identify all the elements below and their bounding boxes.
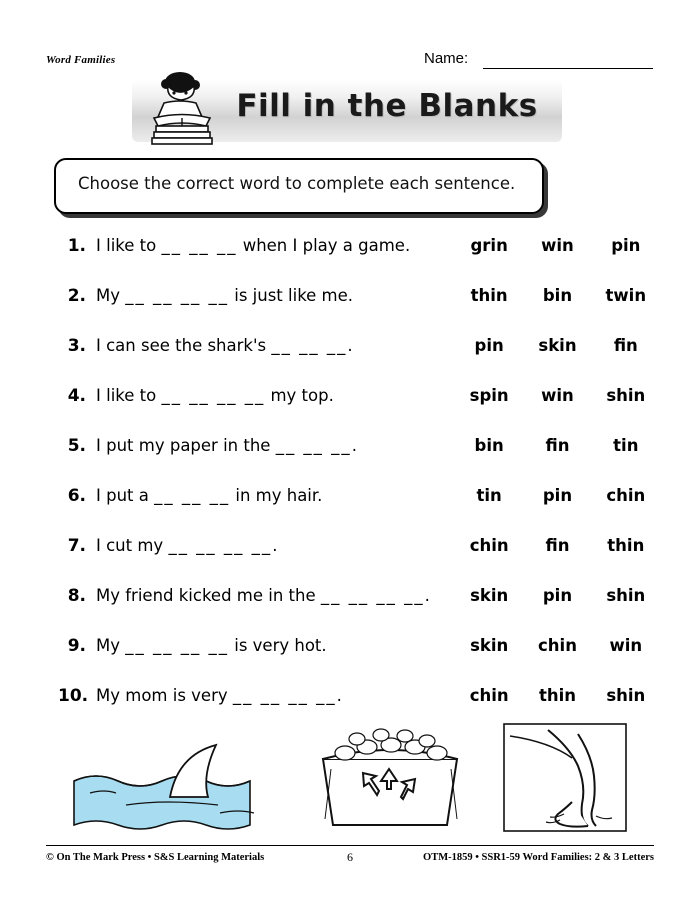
question-text-after: . (424, 586, 430, 605)
question-number: 8. (67, 586, 86, 606)
choice-option[interactable]: skin (538, 336, 577, 355)
question-text (96, 236, 410, 255)
question-number: 5. (67, 436, 86, 456)
choice-option[interactable]: bin (542, 286, 573, 305)
page-title: Fill in the Blanks (236, 88, 538, 124)
choice-option[interactable]: chin (469, 686, 509, 705)
question-row (0, 480, 700, 530)
question-text-after: . (347, 336, 353, 355)
choice-group (455, 386, 660, 405)
answer-blank[interactable]: __ __ __ __ (320, 586, 425, 605)
choice-group (455, 636, 660, 655)
question-row (0, 430, 700, 480)
question-text-before: I put my paper in the (96, 436, 276, 455)
choice-option[interactable]: tin (613, 436, 639, 455)
choice-option[interactable]: win (541, 236, 574, 255)
question-text-before: I put a (96, 486, 155, 505)
choice-group (455, 536, 660, 555)
question-text (96, 586, 430, 605)
answer-blank[interactable]: __ __ __ __ (125, 286, 229, 305)
question-text (96, 636, 327, 655)
answer-blank[interactable]: __ __ __ __ (125, 636, 229, 655)
question-row (0, 580, 700, 630)
choice-option[interactable]: shin (606, 586, 646, 605)
recycling-bin-illustration (305, 725, 475, 835)
choice-option[interactable]: grin (470, 236, 508, 255)
instruction-text: Choose the correct word to complete each sentence. (78, 174, 516, 193)
choice-option[interactable]: spin (469, 386, 509, 405)
question-number: 6. (67, 486, 86, 506)
question-text-after: in my hair. (230, 486, 323, 505)
name-label: Name: (424, 50, 469, 67)
question-text (96, 336, 353, 355)
page-number: 6 (347, 850, 353, 864)
choice-option[interactable]: skin (470, 636, 509, 655)
choice-option[interactable]: tin (476, 486, 502, 505)
question-row (0, 280, 700, 330)
question-text-after: . (272, 536, 278, 555)
question-text-after: is just like me. (229, 286, 354, 305)
question-text-before: I like to (96, 236, 162, 255)
instruction-box (54, 158, 544, 214)
question-row (0, 230, 700, 280)
question-text-before: My mom is very (96, 686, 233, 705)
question-row (0, 630, 700, 680)
question-list (0, 230, 700, 730)
question-text-before: I cut my (96, 536, 169, 555)
question-text-after: . (336, 686, 342, 705)
choice-group (455, 436, 660, 455)
question-text-after: when I play a game. (237, 236, 411, 255)
question-number: 3. (67, 336, 86, 356)
choice-option[interactable]: thin (607, 536, 645, 555)
choice-group (455, 286, 660, 305)
choice-group (455, 586, 660, 605)
choice-group (455, 486, 660, 505)
question-text-before: My (96, 286, 126, 305)
name-write-line[interactable] (483, 68, 653, 69)
question-text-after: . (351, 436, 357, 455)
answer-blank[interactable]: __ __ __ (154, 486, 231, 505)
choice-option[interactable]: thin (470, 286, 508, 305)
choice-option[interactable]: skin (470, 586, 509, 605)
leg-shin-illustration (500, 720, 630, 835)
choice-group (455, 236, 660, 255)
answer-blank[interactable]: __ __ __ (161, 236, 238, 255)
question-text (96, 536, 277, 555)
choice-option[interactable]: pin (611, 236, 641, 255)
choice-option[interactable]: chin (469, 536, 509, 555)
choice-option[interactable]: pin (542, 486, 573, 505)
choice-option[interactable]: win (541, 386, 574, 405)
answer-blank[interactable]: __ __ __ __ (168, 536, 273, 555)
choice-option[interactable]: thin (538, 686, 577, 705)
question-number: 2. (67, 286, 86, 306)
shark-fin-illustration (70, 735, 275, 835)
question-row (0, 330, 700, 380)
question-text-after: my top. (265, 386, 334, 405)
choice-option[interactable]: pin (542, 586, 573, 605)
choice-option[interactable]: chin (606, 486, 646, 505)
answer-blank[interactable]: __ __ __ __ (232, 686, 337, 705)
question-text (96, 686, 342, 705)
answer-blank[interactable]: __ __ __ (271, 336, 348, 355)
choice-group (455, 336, 660, 355)
footer-copyright: © On The Mark Press • S&S Learning Materials (46, 852, 265, 863)
question-text (96, 436, 357, 455)
question-text-after: is very hot. (229, 636, 327, 655)
question-number: 7. (67, 536, 86, 556)
footer-divider (46, 845, 654, 846)
choice-option[interactable]: shin (606, 386, 646, 405)
question-number: 9. (67, 636, 86, 656)
question-text (96, 286, 353, 305)
question-text (96, 386, 334, 405)
choice-option[interactable]: fin (545, 536, 570, 555)
question-row (0, 380, 700, 430)
answer-blank[interactable]: __ __ __ (275, 436, 352, 455)
question-number: 4. (67, 386, 86, 406)
choice-option[interactable]: fin (545, 436, 570, 455)
choice-option[interactable]: shin (606, 686, 646, 705)
choice-option[interactable]: win (609, 636, 643, 655)
answer-blank[interactable]: __ __ __ __ (161, 386, 266, 405)
question-text-before: I like to (96, 386, 162, 405)
choice-option[interactable]: bin (474, 436, 504, 455)
question-text-before: My (96, 636, 126, 655)
choice-option[interactable]: pin (474, 336, 504, 355)
question-text (96, 486, 322, 505)
question-text-before: I can see the shark's (96, 336, 272, 355)
choice-option[interactable]: chin (538, 636, 577, 655)
choice-option[interactable]: fin (613, 336, 638, 355)
question-text-before: My friend kicked me in the (96, 586, 321, 605)
choice-group (455, 686, 660, 705)
question-number: 10. (58, 686, 89, 706)
reading-child-icon (140, 70, 226, 146)
question-row (0, 530, 700, 580)
footer-product-code: OTM-1859 • SSR1-59 Word Families: 2 & 3 Letters (423, 852, 654, 863)
category-label: Word Families (46, 54, 116, 66)
question-number: 1. (67, 236, 86, 256)
choice-option[interactable]: twin (605, 286, 647, 305)
